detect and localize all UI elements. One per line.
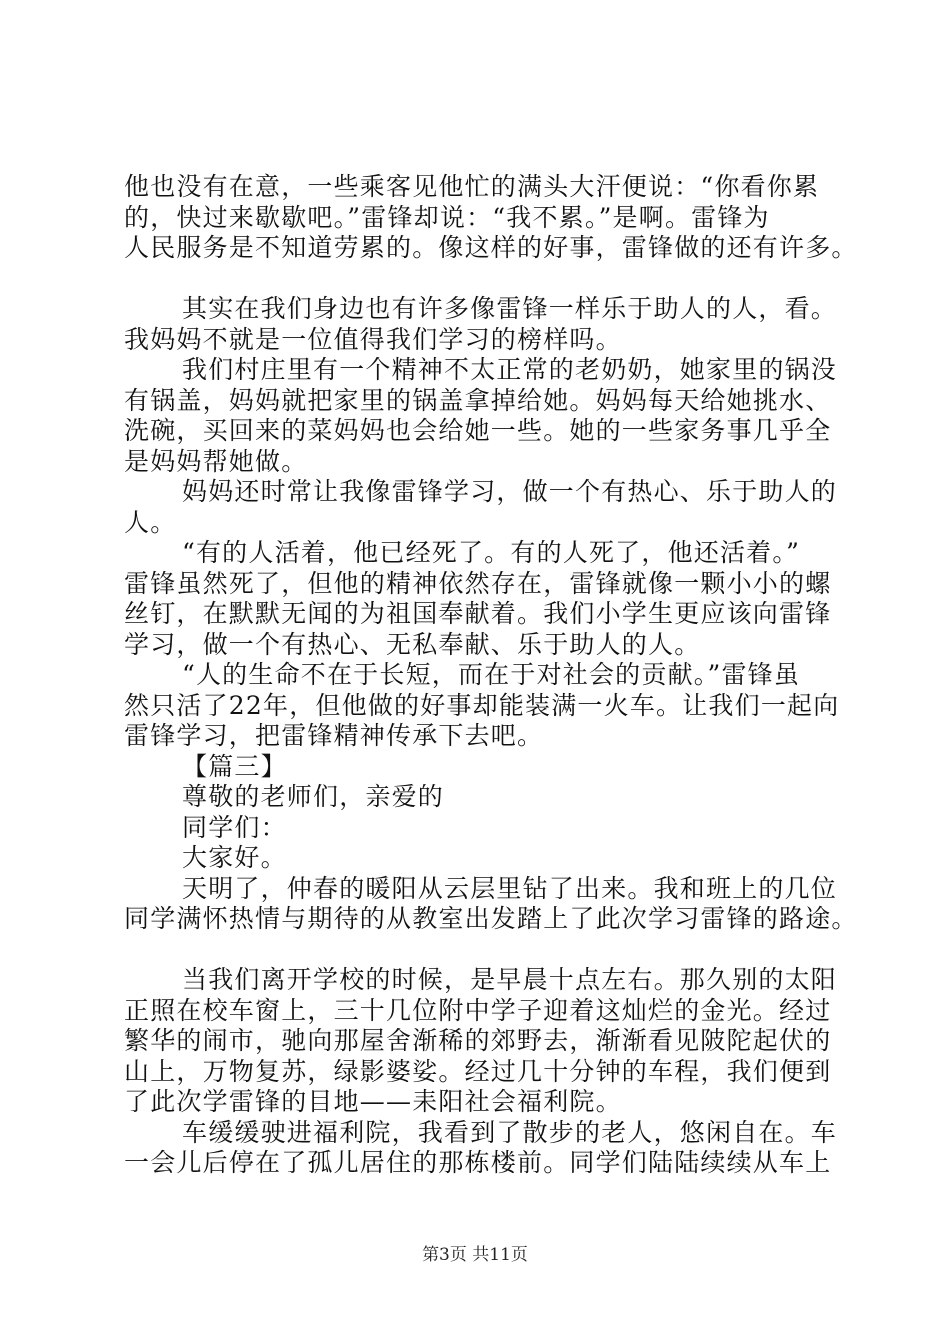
text-line: 妈妈还时常让我像雷锋学习，做一个有热心、乐于助人的 — [182, 477, 838, 506]
text-line: 雷锋学习，把雷锋精神传承下去吧。 — [124, 721, 544, 750]
paragraph — [124, 965, 839, 1118]
paragraph — [124, 873, 858, 935]
paragraph — [124, 477, 839, 538]
paragraph — [124, 782, 839, 813]
text-line: 正照在校车窗上，三十几位附中学子迎着这灿烂的金光。经过 — [124, 995, 832, 1025]
text-line: “人的生命不在于长短，而在于对社会的贡献。”雷锋虽 — [182, 660, 801, 689]
paragraph-spacer — [124, 935, 839, 966]
text-line: 【篇三】 — [182, 751, 287, 781]
text-line: 他也没有在意，一些乘客见他忙的满头大汗便说：“你看你累 — [124, 172, 820, 201]
text-line: 同学满怀热情与期待的从教室出发踏上了此次学习雷锋的路途。 — [124, 904, 858, 933]
text-line: 是妈妈帮她做。 — [124, 446, 308, 476]
document-body — [124, 172, 858, 1179]
text-line: 人。 — [124, 507, 177, 537]
text-line: 大家好。 — [182, 843, 287, 872]
text-line: “有的人活着，他已经死了。有的人死了，他还活着。” — [182, 538, 801, 567]
paragraph — [124, 752, 839, 783]
paragraph — [124, 660, 839, 752]
text-line: 一会儿后停在了孤儿居住的那栋楼前。同学们陆陆续续从车上 — [124, 1148, 832, 1177]
text-line: 繁华的闹市，驰向那屋舍渐稀的郊野去，渐渐看见陂陀起伏的 — [124, 1026, 832, 1055]
text-line: 的，快过来歇歇吧。”雷锋却说：“我不累。”是啊。雷锋为 — [124, 202, 770, 232]
page-footer: 第3页 共11页 — [422, 1245, 528, 1265]
text-line: 当我们离开学校的时候，是早晨十点左右。那久别的太阳 — [182, 965, 838, 994]
text-line: 车缓缓驶进福利院，我看到了散步的老人，悠闲自在。车 — [182, 1117, 838, 1147]
text-line: 了此次学雷锋的目地——耒阳社会福利院。 — [124, 1087, 622, 1116]
text-line: 洗碗，买回来的菜妈妈也会给她一些。她的一些家务事几乎全 — [124, 416, 832, 445]
paragraph — [124, 172, 858, 264]
text-line: 丝钉，在默默无闻的为祖国奉献着。我们小学生更应该向雷锋 — [124, 599, 832, 628]
text-line: 我们村庄里有一个精神不太正常的老奶奶，她家里的锅没 — [182, 355, 838, 384]
text-line: 天明了，仲春的暖阳从云层里钻了出来。我和班上的几位 — [182, 873, 838, 903]
text-line: 我妈妈不就是一位值得我们学习的榜样吗。 — [124, 324, 622, 354]
text-line: 山上，万物复苏，绿影婆娑。经过几十分钟的车程，我们便到 — [124, 1056, 832, 1086]
text-line: 有锅盖，妈妈就把家里的锅盖拿掉给她。妈妈每天给她挑水、 — [124, 385, 832, 415]
paragraph — [124, 538, 839, 660]
text-line: 尊敬的老师们，亲爱的 — [182, 782, 445, 811]
text-line: 人民服务是不知道劳累的。像这样的好事，雷锋做的还有许多。 — [124, 233, 858, 262]
paragraph — [124, 843, 839, 874]
paragraph — [124, 1118, 839, 1179]
text-line: 然只活了22年，但他做的好事却能装满一火车。让我们一起向 — [124, 690, 840, 720]
text-line: 同学们： — [182, 812, 287, 842]
paragraph — [124, 813, 839, 844]
text-line: 雷锋虽然死了，但他的精神依然存在，雷锋就像一颗小小的螺 — [124, 568, 832, 598]
paragraph — [124, 294, 839, 355]
paragraph — [124, 355, 839, 477]
text-line: 其实在我们身边也有许多像雷锋一样乐于助人的人，看。 — [182, 294, 838, 323]
paragraph-spacer — [124, 264, 839, 295]
text-line: 学习，做一个有热心、无私奉献、乐于助人的人。 — [124, 629, 701, 659]
